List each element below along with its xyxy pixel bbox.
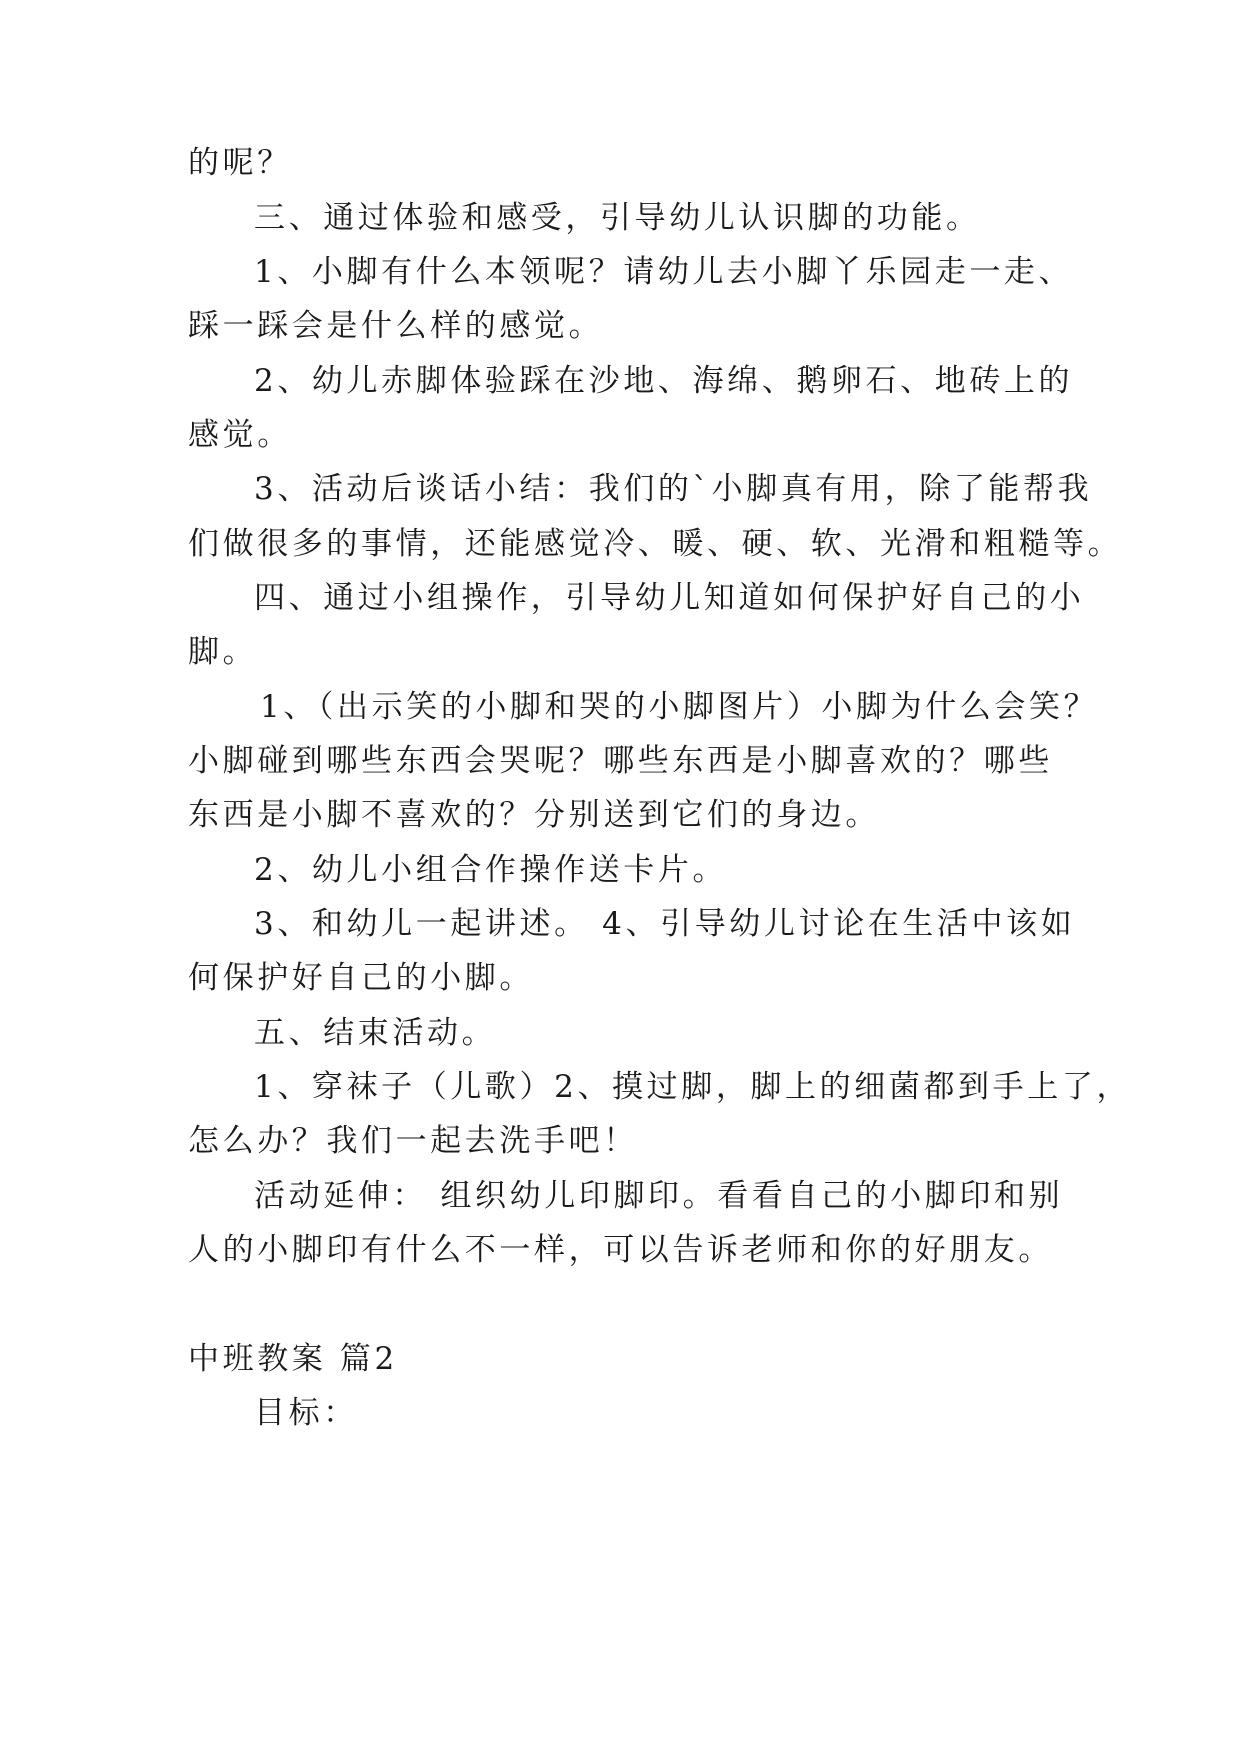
text-line: 感觉。 xyxy=(188,417,292,453)
section-heading: 三、通过体验和感受，引导幼儿认识脚的功能。 xyxy=(254,200,981,236)
text-line: 怎么办？我们一起去洗手吧！ xyxy=(188,1123,638,1159)
text-line: 何保护好自己的小脚。 xyxy=(188,960,534,996)
document-title: 中班教案 篇2 xyxy=(188,1341,398,1377)
text-line: 2、幼儿赤脚体验踩在沙地、海绵、鹅卵石、地砖上的 xyxy=(254,363,1074,399)
text-line: 脚。 xyxy=(188,634,258,670)
section-heading: 目标： xyxy=(254,1395,358,1431)
text-line: 们做很多的事情，还能感觉冷、暖、硬、软、光滑和粗糙等。 xyxy=(188,526,1123,562)
text-line: 1、（出示笑的小脚和哭的小脚图片）小脚为什么会笑？ xyxy=(260,689,1099,725)
text-line: 2、幼儿小组合作操作送卡片。 xyxy=(254,852,728,888)
text-line: 的呢？ xyxy=(188,145,292,181)
text-line: 1、小脚有什么本领呢？请幼儿去小脚丫乐园走一走、 xyxy=(254,254,1074,290)
text-line: 踩一踩会是什么样的感觉。 xyxy=(188,308,604,344)
section-heading: 四、通过小组操作，引导幼儿知道如何保护好自己的小 xyxy=(254,580,1085,616)
section-heading: 五、结束活动。 xyxy=(254,1015,497,1051)
text-line: 小脚碰到哪些东西会哭呢？哪些东西是小脚喜欢的？哪些 xyxy=(188,743,1053,779)
text-line: 人的小脚印有什么不一样，可以告诉老师和你的好朋友。 xyxy=(188,1232,1053,1268)
text-line: 1、穿袜子（儿歌）2、摸过脚，脚上的细菌都到手上了， xyxy=(254,1069,1132,1105)
text-line: 3、和幼儿一起讲述。 4、引导幼儿讨论在生活中该如 xyxy=(254,906,1076,942)
text-line: 活动延伸： 组织幼儿印脚印。看看自己的小脚印和别 xyxy=(254,1178,1064,1214)
text-line: 东西是小脚不喜欢的？分别送到它们的身边。 xyxy=(188,797,880,833)
text-line: 3、活动后谈话小结：我们的`小脚真有用，除了能帮我 xyxy=(254,471,1093,507)
